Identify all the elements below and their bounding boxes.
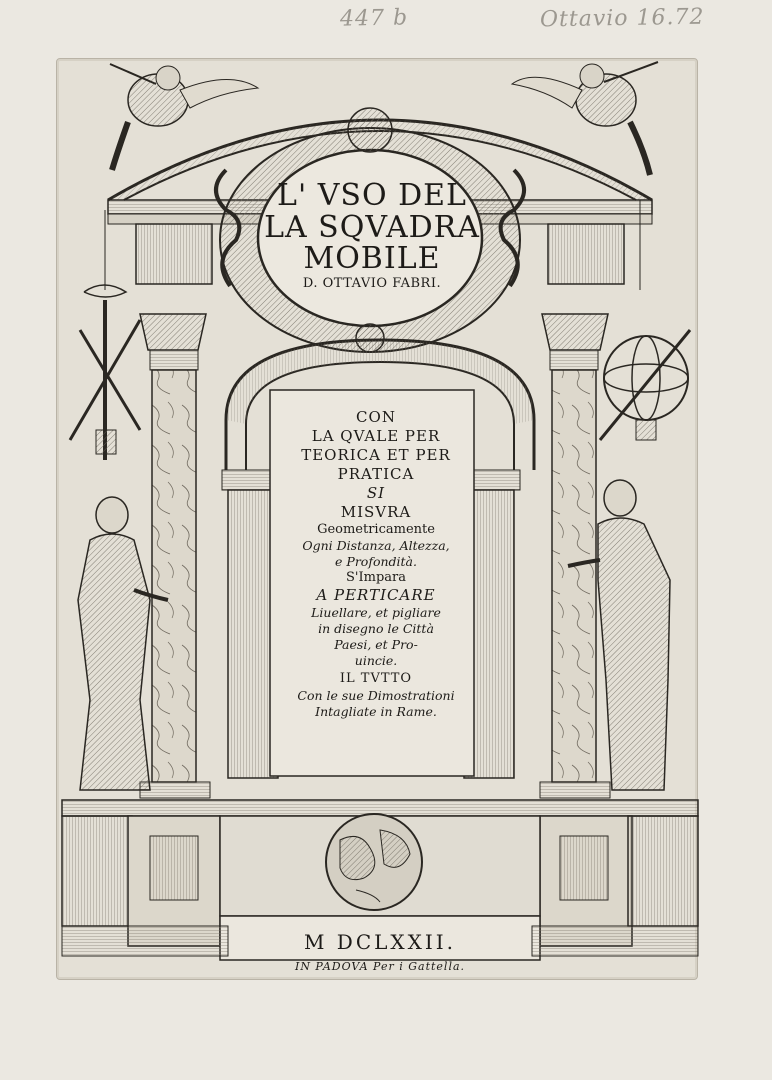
cherub-left (110, 64, 258, 170)
subtitle-line: Con le sue Dimostrationi (297, 688, 455, 703)
subtitle-line: SI (366, 484, 386, 502)
subtitle-line: Intagliate in Rame. (315, 704, 437, 719)
title-line-1: L' VSO DEL (277, 178, 467, 213)
pencil-shelfmark: 447 b (339, 5, 409, 32)
subtitle-line: PRATICA (337, 465, 415, 483)
column-left (140, 314, 210, 798)
entablature-left (136, 224, 212, 284)
subtitle-line: uincie. (354, 653, 398, 668)
subtitle-line: MISVRA (340, 503, 412, 521)
subtitle-line: e Profondità. (335, 554, 417, 569)
subtitle-line: A PERTICARE (316, 586, 436, 604)
subtitle-line: Ogni Distanza, Altezza, (302, 538, 450, 553)
pencil-note: Ottavio 16.72 (539, 4, 705, 33)
cherub-right (512, 62, 658, 175)
entablature-right (548, 224, 624, 284)
subtitle-line: Geometricamente (317, 522, 435, 537)
subtitle-line: S'Impara (346, 570, 406, 585)
title-line-3: MOBILE (303, 241, 441, 276)
subtitle-line: in disegno le Città (318, 621, 434, 636)
subtitle-line: TEORICA ET PER (301, 446, 451, 464)
subtitle-line: CON (356, 408, 396, 426)
subtitle-line: Paesi, et Pro- (334, 637, 418, 652)
title-cartouche-text (262, 180, 482, 290)
subtitle-text (276, 408, 476, 720)
title-line-2: LA SQVADRA (264, 209, 480, 245)
author-name: D. OTTAVIO FABRI. (302, 275, 442, 291)
imprint: IN PADOVA Per i Gattella. (294, 960, 466, 973)
subtitle-line: LA QVALE PER (311, 427, 441, 445)
publication-date: M DCLXXII. (303, 930, 457, 954)
subtitle-line: IL TVTTO (339, 671, 413, 686)
mask-ornament (348, 108, 392, 152)
globe (326, 814, 422, 910)
instruments-trophy-left (70, 210, 140, 460)
subtitle-line: Liuellare, et pigliare (311, 605, 441, 620)
